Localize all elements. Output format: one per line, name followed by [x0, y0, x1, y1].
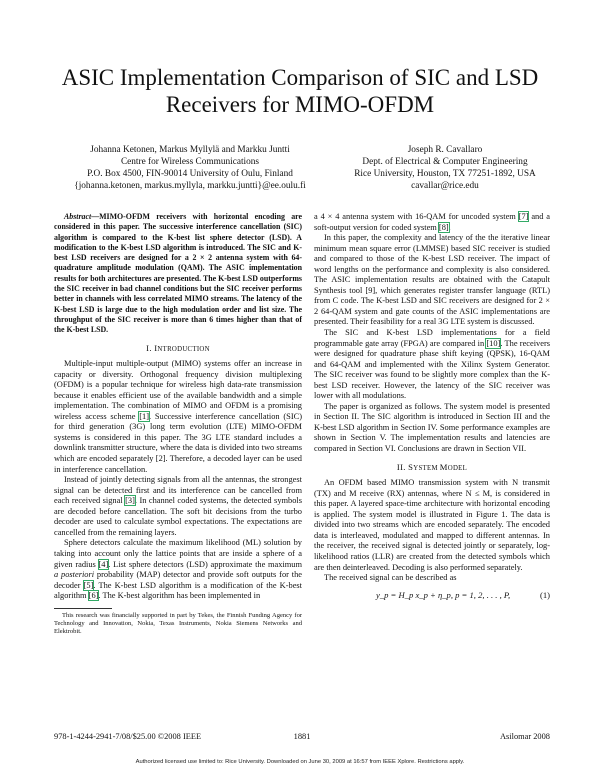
title-line-1: ASIC Implementation Comparison of SIC and LSD	[61, 65, 539, 90]
paper-title	[40, 64, 560, 118]
section-numeral: I.	[146, 342, 152, 353]
section-rest: NTRODUCTION	[157, 345, 210, 353]
author-address: Rice University, Houston, TX 77251-1892, USA	[354, 169, 536, 179]
intro-paragraph-1	[54, 359, 302, 475]
citation-link[interactable]: [3]	[125, 496, 135, 506]
section-rest: YSTEM	[413, 464, 440, 472]
author-email: cavallar@rice.edu	[411, 181, 479, 191]
author-address: P.O. Box 4500, FIN-90014 University of Oulu, Finland	[87, 169, 293, 179]
section-initial: M	[439, 461, 448, 472]
abstract-text: —MIMO-OFDM receivers with horizontal encoding are considered in this paper. The successive interference cancellation (SIC) algorithm is compared to the K-best list sphere detector (LSD). A modification to the K-best LSD algorithm is introduced. The SIC and K-best LSD receivers are designed for a 2 × 2 antenna system with 64-quadrature amplitude modulation (QAM). The ASIC implementation results for both architectures are presented. The K-best LSD outperforms the SIC receiver in bad channel conditions but the SIC receiver performs better in channels with less correlated MIMO streams. The latency of the K-best LSD is large due to the high modulation order and list size. The throughput of the SIC receiver is more than 6 times higher than that of the K-best LSD.	[54, 212, 302, 335]
citation-link[interactable]: [6]	[88, 591, 99, 601]
footer-venue: Asilomar 2008	[499, 732, 550, 741]
author-names: Joseph R. Cavallaro	[407, 145, 483, 155]
author-affiliation: Dept. of Electrical & Computer Engineering	[362, 157, 528, 167]
footer-isbn: 978-1-4244-2941-7/08/$25.00 ©2008 IEEE	[54, 732, 202, 741]
citation-link[interactable]: [8]	[438, 222, 449, 232]
left-column	[54, 212, 302, 636]
footnote: This research was financially supported in part by Tekes, the Finnish Funding Agency for Technology and Innovation, Nokia, Texas Instruments, Nokia Siemens Networks and Elektrobit.	[54, 611, 302, 636]
author-names: Johanna Ketonen, Markus Myllylä and Markku Juntti	[90, 145, 290, 155]
text-run: and a soft-output version for coded system	[314, 212, 551, 232]
citation-link[interactable]: [5]	[83, 580, 94, 590]
text-run: . In channel coded systems, the detected symbols are decoded before cancellation. The soft bit decisions from the turbo decoder are used to calculate symbol expectations. The expectations are cancelled from the remaining layers.	[54, 496, 302, 537]
text-run: . The K-best LSD algorithm is a modification of the K-best algorithm	[54, 580, 302, 601]
text-run: Instead of jointly detecting signals from all the antennas, the strongest signal can be detected first and its interference can be cancelled from each received signal	[54, 475, 302, 506]
equation-number: (1)	[539, 589, 550, 600]
abstract-label: Abstract	[64, 212, 92, 221]
right-paragraph-2	[314, 328, 550, 402]
author-affiliation: Centre for Wireless Communications	[120, 157, 260, 167]
intro-paragraph-3	[54, 538, 302, 601]
citation-link[interactable]: [1]	[139, 411, 150, 421]
section-numeral: II.	[396, 461, 406, 472]
text-run: The SIC and K-best LSD implementations for a field programmable gate array (FPGA) are compared in	[314, 328, 550, 348]
section-rest: ODEL	[447, 464, 468, 472]
text-run: a posteriori	[54, 570, 95, 580]
footer-page-number: 1881	[293, 732, 311, 741]
section-heading-system-model	[314, 462, 550, 475]
text-run: a 4 × 4 antenna system with 16-QAM for uncoded system	[314, 212, 519, 221]
abstract	[54, 212, 302, 336]
intro-paragraph-2	[54, 475, 302, 538]
text-run: . List sphere detectors (LSD) approximate the maximum	[108, 559, 302, 569]
author-email: {johanna.ketonen, markus.myllyla, markku.juntti}@ee.oulu.fi	[74, 181, 306, 191]
section-initial: S	[408, 461, 414, 472]
right-paragraph-4: An OFDM based MIMO transmission system with N transmit (TX) and M receive (RX) antennas, where N ≤ M, is considered in this paper. A layered space-time architecture with horizontal encoding is applied. The system model is illustrated in Figure 1. The data is divided into two streams which are encoded separately. The encoded data is interleaved, modulated and mapped to different antennas. In the receiver, the received signal is detected jointly or separately, log-likelihood ratios (LLR) are created from the detected symbols which are then deinterleaved. Decoding is also performed separately.	[314, 478, 550, 572]
text-run: probability (MAP) detector and provide soft outputs for the decoder	[54, 570, 302, 590]
right-paragraph-1: In this paper, the complexity and latency of the the iterative linear minimum mean square error (LMMSE) based SIC receiver is studied and compared to those of the K-best LSD receiver. The impact of word lengths on the performance and complexity is also considered. The ASIC implementation results are obtained with the Catapult Synthesis tool [9], which generates register transfer language (RTL) from C code. The K-best LSD and SIC receivers are designed for 2 × 2 64-QAM system and gate counts of the ASIC implementations are presented. Their feasibility for a real 3G LTE system is discussed.	[314, 233, 550, 327]
right-column	[314, 212, 550, 600]
title-line-2: Receivers for MIMO-OFDM	[165, 92, 435, 117]
equation-1	[314, 590, 550, 601]
text-run: . The K-best algorithm has been implemented in	[98, 591, 261, 601]
citation-link[interactable]: [7]	[518, 212, 529, 221]
text-run: . Successive interference cancellation (SIC) for third generation (3G) long term evolution (LTE) MIMO-OFDM systems is considered in this paper. The 3G LTE standard includes a downlink transmitter structure, where the data is divided into two streams which are encoded separately [2]. Therefore, a decoded layer can be used in interference cancellation.	[54, 411, 303, 474]
authorized-use-notice: Authorized licensed use limited to: Rice University. Downloaded on June 30, 2009 at 16:57 from IEEE Xplore. Restrictions apply.	[135, 759, 465, 765]
right-paragraph-5: The received signal can be described as	[324, 573, 457, 583]
author-block-left	[50, 144, 330, 192]
text-run: Sphere detectors calculate the maximum likelihood (ML) solution by taking into account only the lattice points that are inside a sphere of a given radius	[54, 538, 302, 569]
right-paragraph-3: The paper is organized as follows. The system model is presented in Section II. The SIC algorithm is introduced in Section III and the K-best LSD algorithm in Section IV. Some performance examples are shown in Section V. The implementation results and latencies are compared in Section VI. Conclusions are drawn in Section VII.	[314, 401, 550, 454]
text-run: . The receivers were designed for quadrature phase shift keying (QPSK), 16-QAM and 64-QAM and implemented with the Xilinx System Generator. The SIC receiver was found to be slightly more complex than the K-best LSD receiver. However, the latency of the SIC receiver was lower with all modulations.	[314, 338, 550, 401]
section-initial: I	[154, 342, 158, 353]
equation-body: y_p = H_p x_p + η_p, p = 1, 2, . . . , P,	[376, 589, 511, 600]
text-run: Multiple-input multiple-output (MIMO) systems offer an increase in capacity or diversity. Orthogonal frequency division multiplexing (OFDM) is a popular technique for wireless high data-rate transmission because it enables efficient use of the available bandwidth and a simple implementation. The combination of MIMO and OFDM is a promising wireless access scheme	[54, 359, 302, 421]
author-block-right	[330, 144, 560, 192]
right-paragraph-0	[314, 212, 550, 233]
citation-link[interactable]: [4]	[98, 559, 109, 569]
footnote-divider	[54, 608, 112, 609]
section-heading-introduction	[54, 343, 302, 356]
text-run: .	[448, 222, 451, 232]
citation-link[interactable]: [10]	[486, 338, 501, 348]
